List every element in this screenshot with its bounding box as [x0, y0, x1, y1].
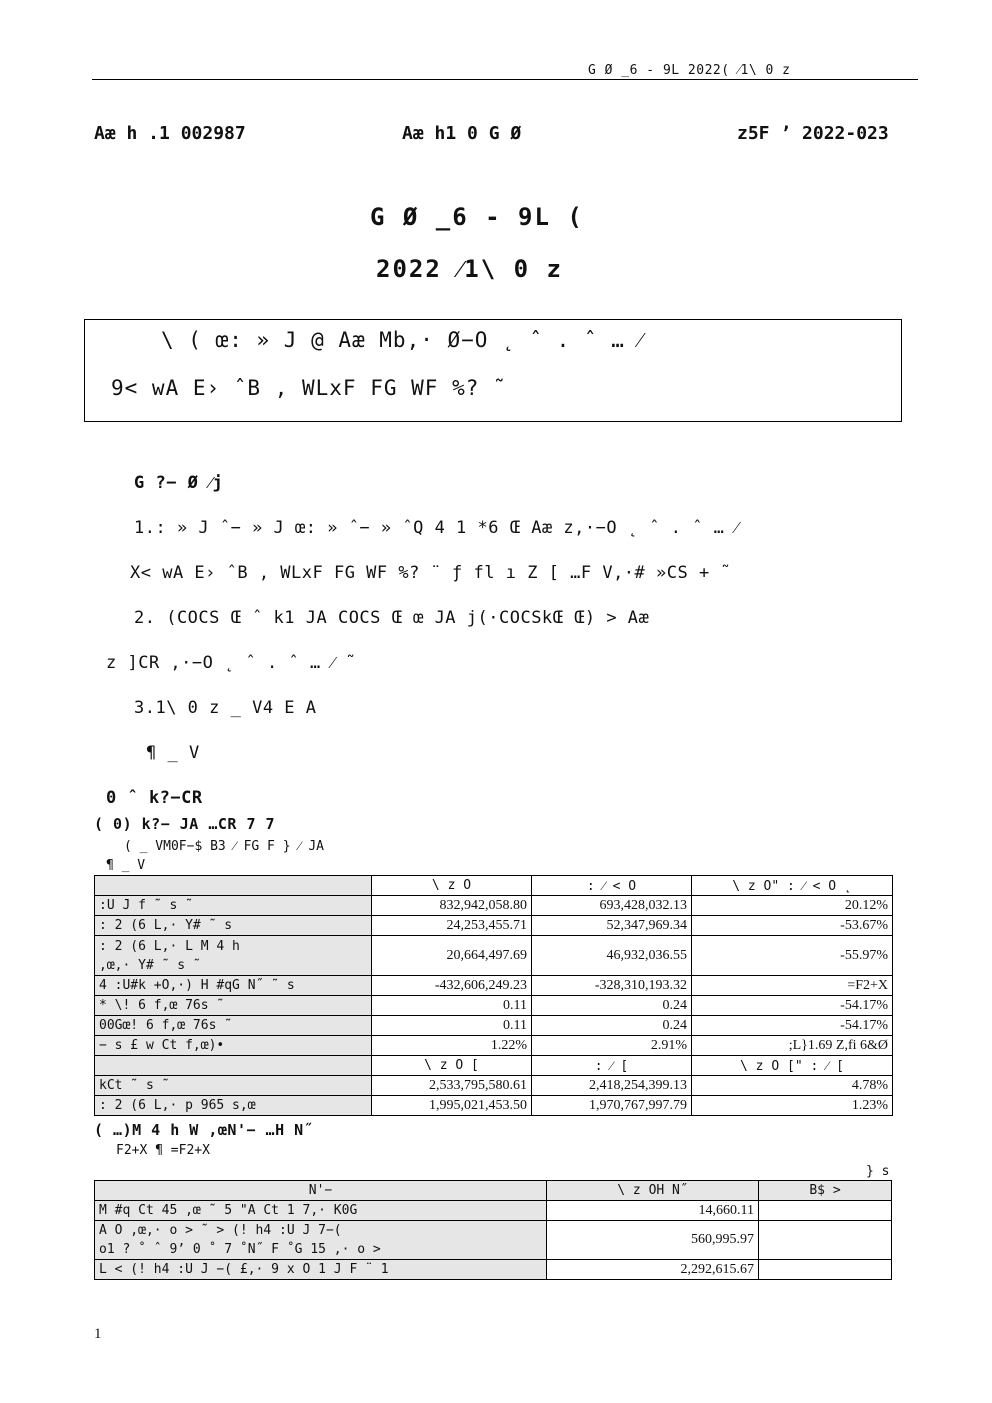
notice-paragraph-3: 3.1\ 0 z _ V4 E A	[134, 698, 317, 718]
row-label	[95, 1221, 547, 1260]
table-row	[95, 976, 893, 996]
remark-cell	[759, 1221, 892, 1260]
table-row	[95, 1201, 892, 1221]
row-label: * \! 6 f,œ 76s ˜	[95, 996, 372, 1016]
row-label: 4 :U#k +O,·) H #qG N˝ ˜ s	[95, 976, 372, 996]
important-notice-heading: G ?− Ø ⁄j	[134, 473, 224, 493]
row-label-line-1: A O ,œ,· o > ˜ > (! h4 :U J 7−(	[99, 1223, 342, 1238]
amount-value: 560,995.97	[547, 1221, 759, 1260]
stock-code: Aæ h .1 002987	[94, 123, 246, 144]
table-row	[95, 1076, 893, 1096]
prior-value: 0.24	[532, 996, 692, 1016]
notice-paragraph-2b: z ]CR ,·−O ˛ ˆ . ˆ … ⁄ ˜	[106, 653, 357, 673]
row-label: : 2 (6 L,· p 965 s,œ	[95, 1096, 372, 1116]
table-row	[95, 1016, 893, 1036]
row-label: M #q Ct 45 ,œ ˜ 5 "A Ct 1 7,· K0G	[95, 1201, 547, 1221]
row-label	[95, 936, 372, 976]
prior-value: 1,970,767,997.79	[532, 1096, 692, 1116]
row-label: : 2 (6 L,· Y# ˜ s	[95, 916, 372, 936]
remark-cell	[759, 1201, 892, 1221]
notice-paragraph-4: ¶ _ V	[146, 743, 200, 763]
table-row	[95, 916, 893, 936]
change-value: 4.78%	[692, 1076, 893, 1096]
change-value: 20.12%	[692, 896, 893, 916]
row-label: kCt ˜ s ˜	[95, 1076, 372, 1096]
prior-value: 693,428,032.13	[532, 896, 692, 916]
table-row	[95, 936, 893, 976]
announcement-number: z5F ’ 2022-023	[737, 123, 889, 144]
table-header-row	[95, 876, 893, 896]
current-value: 2,533,795,580.61	[372, 1076, 532, 1096]
prior-value: 0.24	[532, 1016, 692, 1036]
section-1-note-2: ¶ _ V	[106, 858, 146, 873]
non-recurring-items-table	[94, 1180, 892, 1280]
current-value: 24,253,455.71	[372, 916, 532, 936]
table-header-cell: \ z O [" : ⁄ [	[692, 1056, 893, 1076]
section-1-subheading: ( 0) k?− JA …CR 7 7	[94, 815, 276, 833]
row-label: 00Gœ! 6 f,œ 76s ˜	[95, 1016, 372, 1036]
change-value: 1.23%	[692, 1096, 893, 1116]
change-value: =F2+X	[692, 976, 893, 996]
table-header-row	[95, 1181, 892, 1201]
table-row	[95, 896, 893, 916]
row-label: − s £ w Ct f,œ)•	[95, 1036, 372, 1056]
table-header-cell: \ z O [	[372, 1056, 532, 1076]
row-label-line-1: : 2 (6 L,· L M 4 h	[99, 938, 240, 954]
table-header-cell	[95, 876, 372, 896]
table-row	[95, 996, 893, 1016]
unit-label: } s	[866, 1164, 890, 1179]
prior-value: 2,418,254,399.13	[532, 1076, 692, 1096]
table-header-cell: \ z O	[372, 876, 532, 896]
stock-name: Aæ h1 0 G Ø	[402, 123, 522, 144]
current-value: 1.22%	[372, 1036, 532, 1056]
prior-value: 52,347,969.34	[532, 916, 692, 936]
notice-paragraph-1b: X< wA E› ˆB , WLxF FG WF %? ¨ ƒ fl ı Z [ …F V,·# »CS + ˜	[130, 563, 732, 583]
table-header-cell: : ⁄ < O	[532, 876, 692, 896]
row-label: :U J f ˜ s ˜	[95, 896, 372, 916]
running-header: G Ø _6 - 9L 2022( ⁄1\ 0 z	[588, 63, 791, 78]
notice-box	[84, 319, 902, 422]
title-line-1: G Ø _6 - 9L (	[370, 203, 584, 231]
change-value: ;L}1.69 Z,fi 6&Ø	[692, 1036, 893, 1056]
prior-value: -328,310,193.32	[532, 976, 692, 996]
remark-cell	[759, 1260, 892, 1280]
table-header-cell: : ⁄ [	[532, 1056, 692, 1076]
table-header-cell: \ z OH N˝	[547, 1181, 759, 1201]
current-value: 832,942,058.80	[372, 896, 532, 916]
page-number: 1	[94, 1326, 102, 1342]
change-value: -54.17%	[692, 1016, 893, 1036]
table-row	[95, 1260, 892, 1280]
row-label-line-2: o1 ? ˚ ˆ 9’ 0 ˚ 7 ˚N˝ F ˚G 15 ,· o >	[99, 1242, 381, 1257]
notice-paragraph-1a: 1.: » J ˆ− » J œ: » ˆ− » ˆQ 4 1 *6 Œ Aæ z,·−O ˛ ˆ . ˆ … ⁄	[134, 518, 739, 538]
current-value: 0.11	[372, 996, 532, 1016]
notice-line-1: \ ( œ: » J @ Aæ Mb,· Ø−O ˛ ˆ . ˆ … ⁄	[161, 328, 644, 352]
amount-value: 14,660.11	[547, 1201, 759, 1221]
table-row	[95, 1036, 893, 1056]
change-value: -53.67%	[692, 916, 893, 936]
table-header-cell: \ z O" : ⁄ < O ˛	[692, 876, 893, 896]
notice-paragraph-2a: 2. (COCS Œ ˆ k1 JA COCS Œ œ JA j(·COCSkŒ Œ) > Aæ	[134, 608, 650, 628]
current-value: 0.11	[372, 1016, 532, 1036]
title-line-2: 2022 ⁄1\ 0 z	[376, 255, 563, 283]
section-1-heading: 0 ˆ k?−CR	[106, 788, 203, 808]
notice-line-2: 9< wA E› ˆB , WLxF FG WF %? ˜	[111, 376, 507, 400]
table-header-cell: B$ >	[759, 1181, 892, 1201]
section-1-note-1: ( _ VM0F−$ B3 ⁄ FG F } ⁄ JA	[124, 839, 325, 854]
table-header-row	[95, 1056, 893, 1076]
table-header-cell	[95, 1056, 372, 1076]
section-2-subheading: ( …)M 4 h W ,œN'− …H N˝	[94, 1121, 314, 1139]
current-value: 1,995,021,453.50	[372, 1096, 532, 1116]
current-value: 20,664,497.69	[372, 936, 532, 976]
prior-value: 2.91%	[532, 1036, 692, 1056]
table-header-cell: N'−	[95, 1181, 547, 1201]
current-value: -432,606,249.23	[372, 976, 532, 996]
change-value: -55.97%	[692, 936, 893, 976]
section-2-note: F2+X ¶ =F2+X	[116, 1143, 210, 1158]
amount-value: 2,292,615.67	[547, 1260, 759, 1280]
row-label-line-2: ,œ,· Y# ˜ s ˜	[99, 957, 201, 973]
row-label: L < (! h4 :U J −( £,· 9 x O 1 J F ¨ 1	[95, 1260, 547, 1280]
table-row	[95, 1096, 893, 1116]
change-value: -54.17%	[692, 996, 893, 1016]
header-divider	[92, 79, 918, 80]
prior-value: 46,932,036.55	[532, 936, 692, 976]
key-financials-table	[94, 875, 893, 1116]
table-row	[95, 1221, 892, 1260]
